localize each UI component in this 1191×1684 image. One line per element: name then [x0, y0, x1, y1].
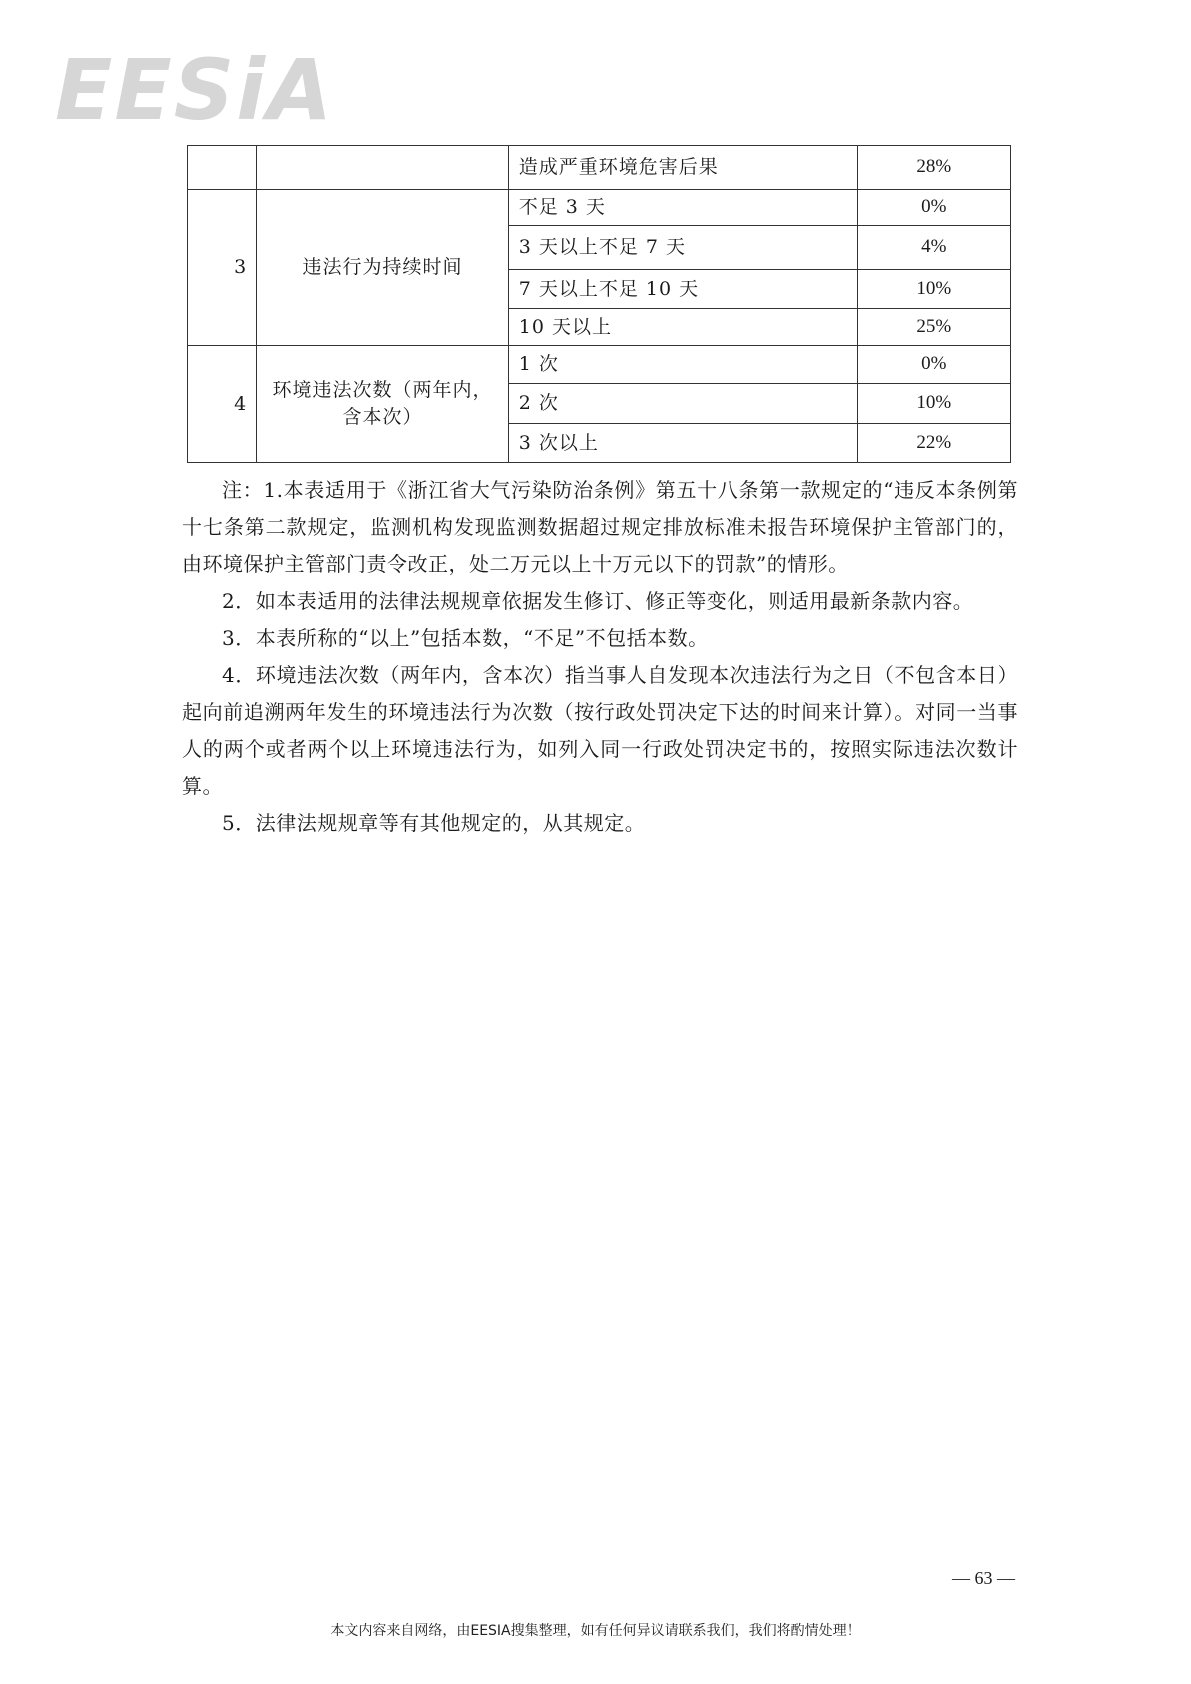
table-cell-item	[257, 146, 509, 190]
table-cell-item: 违法行为持续时间	[257, 190, 509, 346]
footer-disclaimer: 本文内容来自网络，由EESIA搜集整理，如有任何异议请联系我们，我们将酌情处理！	[330, 1623, 861, 1639]
note-paragraph: 注：1.本表适用于《浙江省大气污染防治条例》第五十八条第一款规定的“违反本条例第十七条第二款规定，监测机构发现监测数据超过规定排放标准未报告环境保护主管部门的，由环境保护主管部门责令改正，处二万元以上十万元以下的罚款”的情形。	[182, 478, 1018, 576]
table-cell-condition: 不足 3 天	[508, 190, 857, 226]
table-cell-condition: 3 次以上	[508, 424, 857, 463]
table-cell-pct: 10%	[857, 384, 1010, 424]
table-cell-condition: 2 次	[508, 384, 857, 424]
note-paragraph: 3．本表所称的“以上”包括本数，“不足”不包括本数。	[222, 626, 709, 650]
table-cell-pct: 0%	[857, 346, 1010, 384]
table-cell-item: 环境违法次数（两年内，含本次）	[257, 346, 509, 463]
table-cell-pct: 28%	[857, 146, 1010, 190]
table-row	[188, 190, 1011, 226]
table-cell-condition: 造成严重环境危害后果	[508, 146, 857, 190]
table-row	[188, 346, 1011, 384]
table-cell-no: 3	[188, 190, 257, 346]
table-cell-condition: 1 次	[508, 346, 857, 384]
note-paragraph: 5．法律法规规章等有其他规定的，从其规定。	[222, 811, 646, 835]
table-notes	[182, 472, 1018, 842]
table-cell-pct: 0%	[857, 190, 1010, 226]
page-number: — 63 —	[952, 1568, 1015, 1588]
note-paragraph: 4．环境违法次数（两年内，含本次）指当事人自发现本次违法行为之日（不包含本日）起向前追溯两年发生的环境违法行为次数（按行政处罚决定下达的时间来计算）。对同一当事人的两个或者两个以上环境违法行为，如列入同一行政处罚决定书的，按照实际违法次数计算。	[182, 663, 1018, 798]
table-row	[188, 146, 1011, 190]
note-paragraph: 2．如本表适用的法律法规规章依据发生修订、修正等变化，则适用最新条款内容。	[222, 589, 974, 613]
table-cell-no: 4	[188, 346, 257, 463]
table-cell-pct: 22%	[857, 424, 1010, 463]
eesia-logo: EESiA	[55, 41, 335, 139]
table-cell-condition: 3 天以上不足 7 天	[508, 226, 857, 270]
table-cell-pct: 4%	[857, 226, 1010, 270]
penalty-table	[187, 145, 1011, 463]
table-cell-condition: 10 天以上	[508, 309, 857, 346]
table-cell-pct: 25%	[857, 309, 1010, 346]
table-cell-condition: 7 天以上不足 10 天	[508, 270, 857, 309]
table-cell-pct: 10%	[857, 270, 1010, 309]
table-cell-no	[188, 146, 257, 190]
